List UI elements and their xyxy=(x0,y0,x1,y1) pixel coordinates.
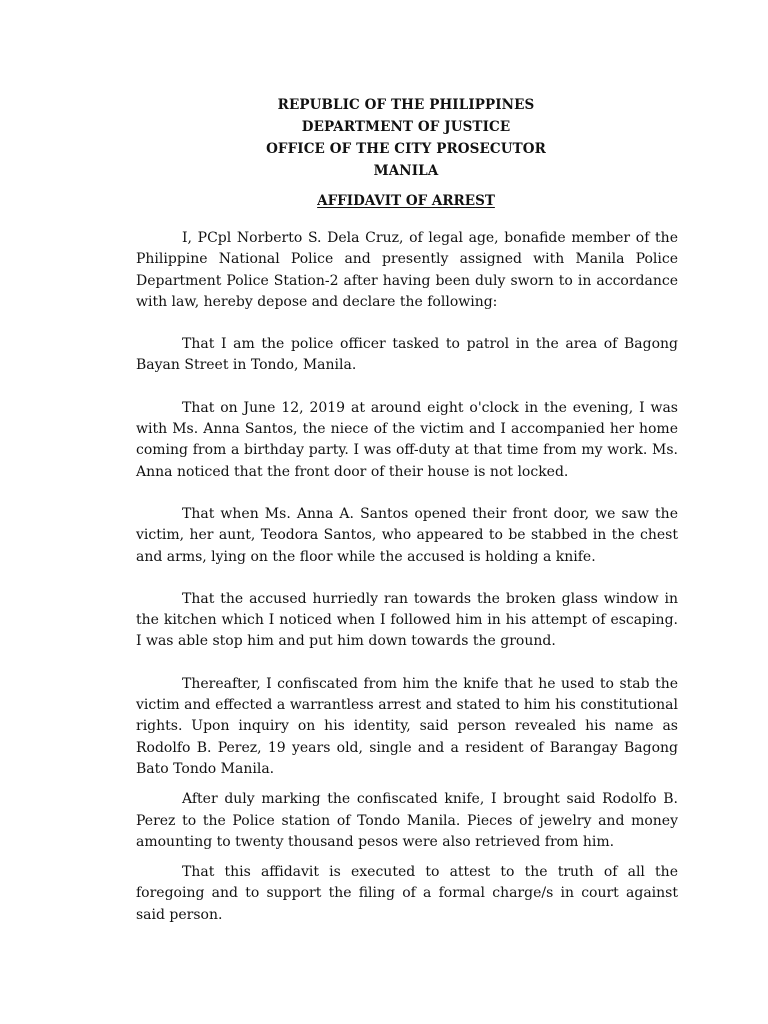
paragraph-evidence: After duly marking the confiscated knife, I brought said Rodolfo B. Perez to the Police station of Tondo Manila. Pieces of jewelry and money amounting to twenty thousand pesos were also retrieved from him. xyxy=(136,791,678,850)
header-republic: REPUBLIC OF THE PHILIPPINES xyxy=(277,97,535,113)
paragraph-incident-time: That on June 12, 2019 at around eight o'clock in the evening, I was with Ms. Anna Santos, the niece of the victim and I accompanied her home coming from a birthday party. I was off-duty at that time from my work. Ms. Anna noticed that the front door of their house is not locked. xyxy=(136,399,678,480)
header-office: OFFICE OF THE CITY PROSECUTOR xyxy=(266,141,546,157)
paragraph-escape-attempt: That the accused hurriedly ran towards the broken glass window in the kitchen which I noticed when I followed him in his attempt of escaping. I was able stop him and put him down towards the ground. xyxy=(136,590,678,650)
paragraph-attestation: That this affidavit is executed to attest to the truth of all the foregoing and to support the filing of a formal charge/s in court against said person. xyxy=(136,864,678,923)
paragraph-discovery: That when Ms. Anna A. Santos opened their front door, we saw the victim, her aunt, Teodora Santos, who appeared to be stabbed in the chest and arms, lying on the floor while the accused is holding a knife. xyxy=(136,505,678,565)
paragraph-arrest: Thereafter, I confiscated from him the knife that he used to stab the victim and effected a warrantless arrest and stated to him his constitutional rights. Upon inquiry on his identity, said person revealed his name as Rodolfo B. Perez, 19 years old, single and a resident of Barangay Bagong Bato Tondo Manila. xyxy=(136,675,678,777)
header-department: DEPARTMENT OF JUSTICE xyxy=(301,119,511,135)
paragraph-declarant: I, PCpl Norberto S. Dela Cruz, of legal age, bonafide member of the Philippine National Police and presently assigned with Manila Police Department Police Station-2 after having been duly sworn to in accordance with law, hereby depose and declare the following: xyxy=(136,230,678,310)
paragraph-patrol-area: That I am the police officer tasked to patrol in the area of Bagong Bayan Street in Tondo, Manila. xyxy=(136,336,678,374)
document-header xyxy=(0,94,768,182)
document-title: AFFIDAVIT OF ARREST xyxy=(317,193,495,209)
document-body xyxy=(136,228,678,926)
header-city: MANILA xyxy=(373,163,439,179)
